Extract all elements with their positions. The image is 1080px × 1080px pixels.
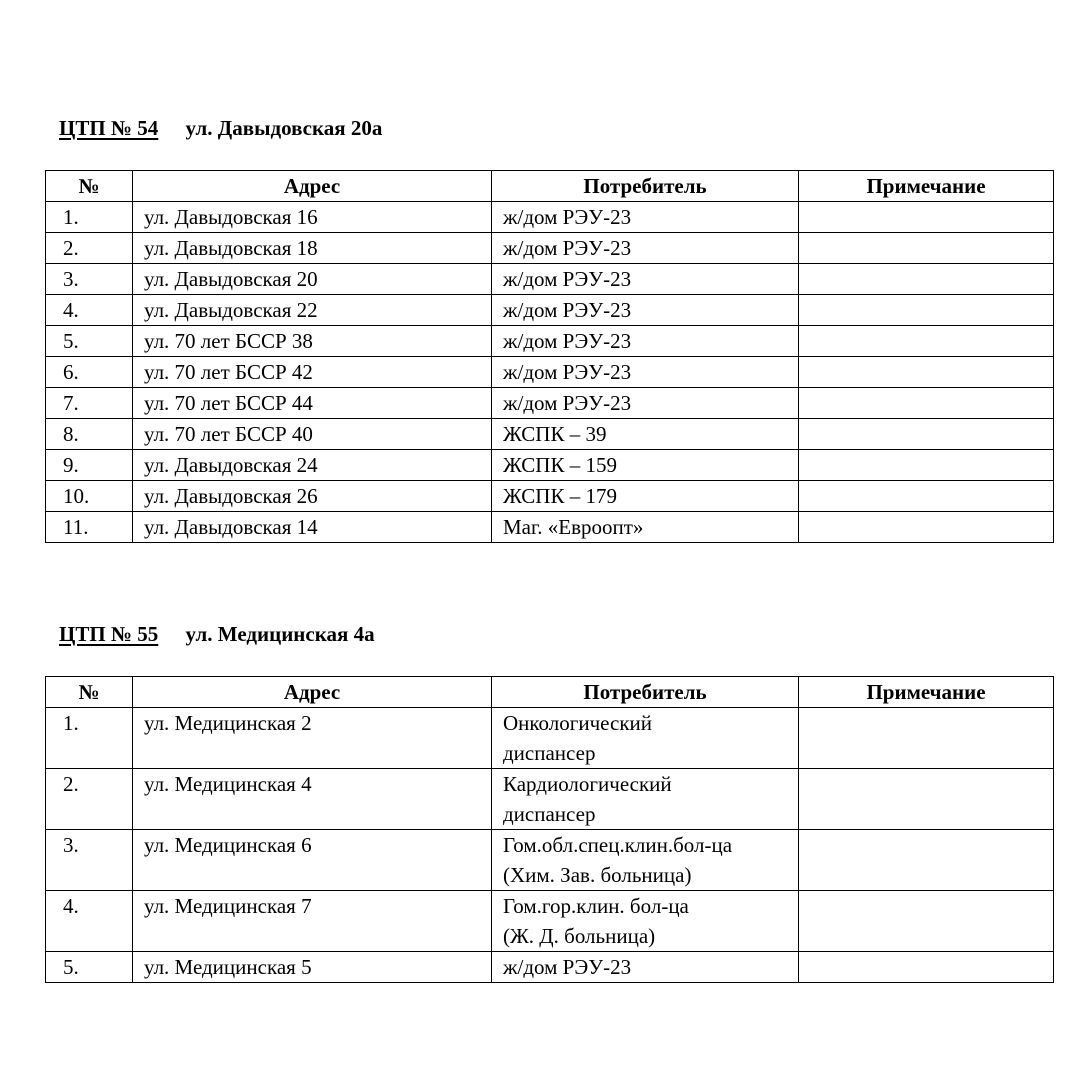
row-note (799, 481, 1054, 512)
header-note: Примечание (799, 171, 1054, 202)
row-num: 9. (46, 450, 133, 481)
row-num: 3. (46, 264, 133, 295)
row-consumer: ж/дом РЭУ-23 (492, 233, 799, 264)
row-address: ул. Медицинская 6 (133, 830, 492, 891)
row-note (799, 264, 1054, 295)
section-2-address: ул. Медицинская 4а (185, 622, 375, 646)
consumers-table-1 (45, 170, 1054, 543)
row-note (799, 233, 1054, 264)
row-consumer: ж/дом РЭУ-23 (492, 357, 799, 388)
row-note (799, 295, 1054, 326)
row-address: ул. 70 лет БССР 44 (133, 388, 492, 419)
row-note (799, 891, 1054, 952)
row-consumer: Кардиологический диспансер (492, 769, 799, 830)
row-address: ул. 70 лет БССР 40 (133, 419, 492, 450)
row-note (799, 419, 1054, 450)
row-note (799, 202, 1054, 233)
row-address: ул. Давыдовская 18 (133, 233, 492, 264)
section-1-title (59, 116, 382, 140)
row-consumer: ж/дом РЭУ-23 (492, 326, 799, 357)
row-note (799, 388, 1054, 419)
row-num: 2. (46, 233, 133, 264)
row-consumer: ж/дом РЭУ-23 (492, 295, 799, 326)
row-num: 8. (46, 419, 133, 450)
table-row (46, 295, 1054, 326)
row-address: ул. Давыдовская 14 (133, 512, 492, 543)
table-row (46, 830, 1054, 891)
row-note (799, 512, 1054, 543)
row-address: ул. Давыдовская 24 (133, 450, 492, 481)
table-row (46, 512, 1054, 543)
row-consumer: Маг. «Евроопт» (492, 512, 799, 543)
row-address: ул. Медицинская 4 (133, 769, 492, 830)
row-num: 1. (46, 708, 133, 769)
header-num: № (46, 677, 133, 708)
header-consumer: Потребитель (492, 677, 799, 708)
row-note (799, 450, 1054, 481)
row-consumer: ЖСПК – 39 (492, 419, 799, 450)
table-row (46, 450, 1054, 481)
section-1-address: ул. Давыдовская 20а (185, 116, 383, 140)
header-address: Адрес (133, 677, 492, 708)
table-row (46, 357, 1054, 388)
row-consumer: ЖСПК – 179 (492, 481, 799, 512)
table-row (46, 233, 1054, 264)
row-note (799, 769, 1054, 830)
row-num: 2. (46, 769, 133, 830)
row-consumer: ж/дом РЭУ-23 (492, 388, 799, 419)
row-num: 3. (46, 830, 133, 891)
header-address: Адрес (133, 171, 492, 202)
table-row (46, 708, 1054, 769)
row-address: ул. 70 лет БССР 42 (133, 357, 492, 388)
table-row (46, 769, 1054, 830)
row-num: 11. (46, 512, 133, 543)
row-address: ул. Давыдовская 22 (133, 295, 492, 326)
table-header-row (46, 171, 1054, 202)
table-row (46, 326, 1054, 357)
section-2-title (59, 622, 375, 646)
row-num: 5. (46, 952, 133, 983)
row-consumer: Онкологический диспансер (492, 708, 799, 769)
row-address: ул. Медицинская 7 (133, 891, 492, 952)
row-note (799, 952, 1054, 983)
row-address: ул. Давыдовская 20 (133, 264, 492, 295)
row-note (799, 326, 1054, 357)
table-header-row (46, 677, 1054, 708)
row-note (799, 708, 1054, 769)
table-row (46, 419, 1054, 450)
row-consumer: ж/дом РЭУ-23 (492, 264, 799, 295)
row-num: 10. (46, 481, 133, 512)
row-address: ул. Медицинская 5 (133, 952, 492, 983)
section-1-code: ЦТП № 54 (59, 116, 159, 140)
row-num: 5. (46, 326, 133, 357)
header-note: Примечание (799, 677, 1054, 708)
table-row (46, 891, 1054, 952)
row-num: 7. (46, 388, 133, 419)
table-row (46, 388, 1054, 419)
row-consumer: ж/дом РЭУ-23 (492, 202, 799, 233)
row-num: 4. (46, 891, 133, 952)
row-address: ул. Давыдовская 26 (133, 481, 492, 512)
row-consumer: Гом.гор.клин. бол-ца (Ж. Д. больница) (492, 891, 799, 952)
row-num: 1. (46, 202, 133, 233)
section-2-code: ЦТП № 55 (59, 622, 159, 646)
row-address: ул. Медицинская 2 (133, 708, 492, 769)
row-num: 6. (46, 357, 133, 388)
row-address: ул. Давыдовская 16 (133, 202, 492, 233)
row-note (799, 357, 1054, 388)
header-consumer: Потребитель (492, 171, 799, 202)
row-consumer: Гом.обл.спец.клин.бол-ца (Хим. Зав. больница) (492, 830, 799, 891)
table-row (46, 952, 1054, 983)
row-address: ул. 70 лет БССР 38 (133, 326, 492, 357)
table-row (46, 202, 1054, 233)
table-row (46, 481, 1054, 512)
row-consumer: ж/дом РЭУ-23 (492, 952, 799, 983)
consumers-table-2 (45, 676, 1054, 983)
row-num: 4. (46, 295, 133, 326)
row-note (799, 830, 1054, 891)
row-consumer: ЖСПК – 159 (492, 450, 799, 481)
table-row (46, 264, 1054, 295)
header-num: № (46, 171, 133, 202)
